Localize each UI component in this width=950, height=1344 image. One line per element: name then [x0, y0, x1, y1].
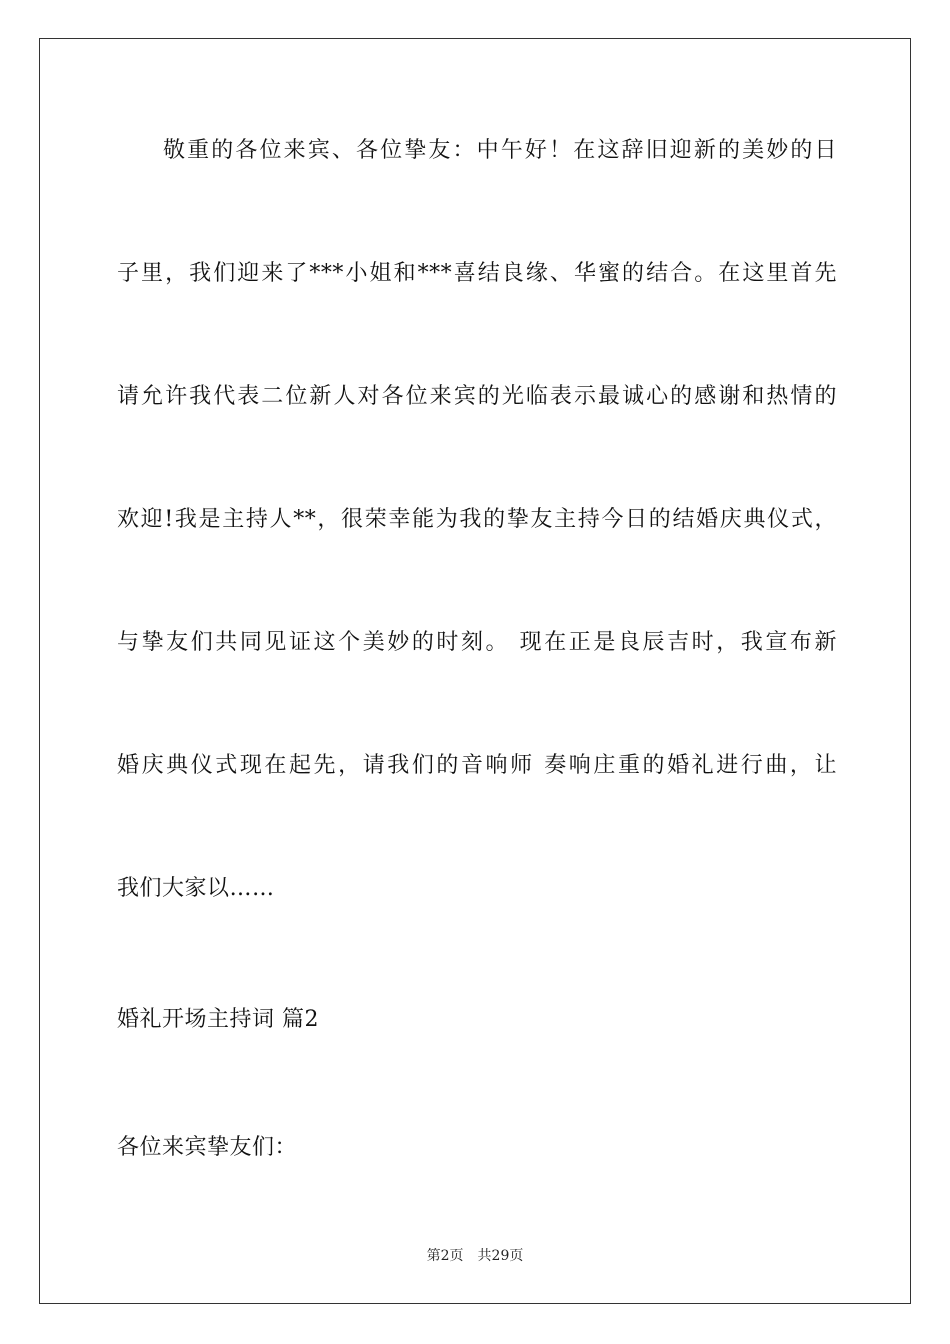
page-number: 第2页 [426, 1248, 464, 1264]
section-heading: 婚礼开场主持词 篇2 [117, 1007, 319, 1032]
paragraph-line: 我们大家以…… [117, 876, 275, 901]
greeting-line: 各位来宾挚友们： [117, 1135, 298, 1160]
paragraph-line: 请允许我代表二位新人对各位来宾的光临表示最诚心的感谢和热情的 [117, 384, 837, 409]
page-total: 共29页 [477, 1248, 524, 1264]
paragraph-line: 欢迎!我是主持人**，很荣幸能为我的挚友主持今日的结婚庆典仪式， [117, 507, 837, 532]
paragraph-line: 婚庆典仪式现在起先，请我们的音响师 奏响庄重的婚礼进行曲，让 [117, 753, 837, 778]
paragraph-line: 敬重的各位来宾、各位挚友：中午好！在这辞旧迎新的美妙的日 [163, 138, 837, 163]
page-footer [0, 1246, 950, 1266]
paragraph-line: 与挚友们共同见证这个美妙的时刻。 现在正是良辰吉时，我宣布新 [117, 630, 837, 655]
paragraph-line: 子里，我们迎来了***小姐和***喜结良缘、华蜜的结合。在这里首先 [117, 261, 837, 286]
page-border [39, 38, 911, 1304]
